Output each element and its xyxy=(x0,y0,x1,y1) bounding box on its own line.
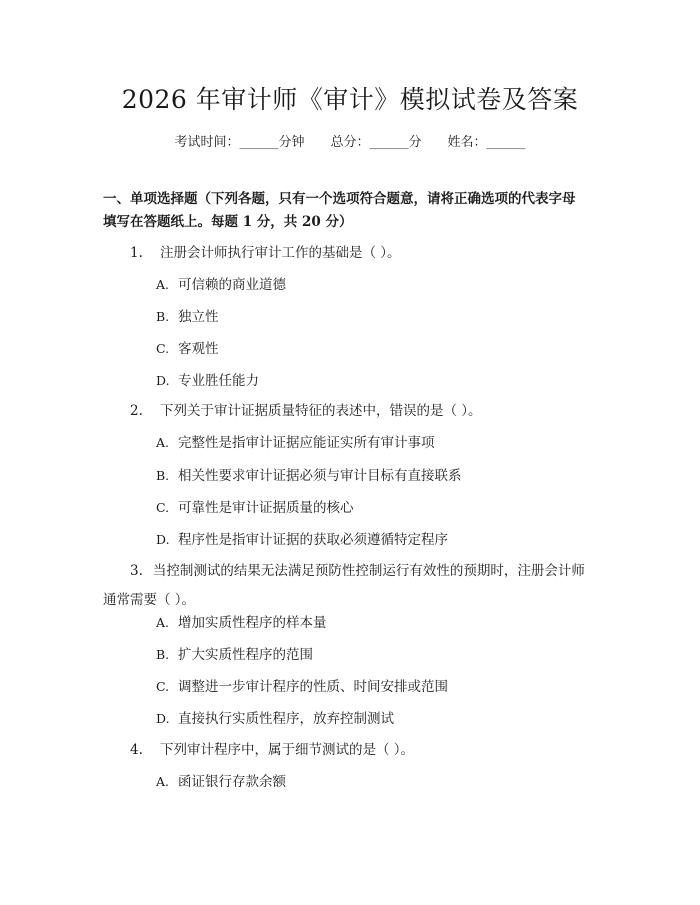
option-letter: B. xyxy=(156,647,170,662)
option-1-d xyxy=(156,371,596,391)
option-3-a xyxy=(156,613,596,633)
question-text: 下列审计程序中，属于细节测试的是（ ）。 xyxy=(160,742,415,758)
question-number: 2. xyxy=(130,403,143,419)
option-2-c xyxy=(156,498,596,518)
option-1-b xyxy=(156,307,596,327)
option-text: 可靠性是审计证据质量的核心 xyxy=(178,500,354,516)
option-3-d xyxy=(156,709,596,729)
option-letter: B. xyxy=(156,309,170,324)
section-heading-line1: 一、单项选择题（下列各题，只有一个选项符合题意，请将正确选项的代表字母 xyxy=(103,191,576,207)
option-3-b xyxy=(156,645,596,665)
option-text: 完整性是指审计证据应能证实所有审计事项 xyxy=(178,435,435,451)
question-text: 当控制测试的结果无法满足预防性控制运行有效性的预期时，注册会计师 xyxy=(152,563,585,579)
name-field: 姓名：______ xyxy=(447,135,526,150)
option-letter: C. xyxy=(156,679,170,694)
question-1 xyxy=(103,239,603,268)
option-text: 独立性 xyxy=(178,309,219,325)
option-text: 可信赖的商业道德 xyxy=(178,277,286,293)
option-letter: C. xyxy=(156,500,170,515)
option-2-a xyxy=(156,433,596,453)
question-2 xyxy=(103,397,603,426)
option-text: 调整进一步审计程序的性质、时间安排或范围 xyxy=(178,679,448,695)
question-3 xyxy=(103,557,603,615)
question-number: 1. xyxy=(130,245,143,261)
option-text: 客观性 xyxy=(178,341,219,357)
exam-meta-line xyxy=(0,131,700,150)
question-4 xyxy=(103,736,603,765)
option-letter: B. xyxy=(156,468,170,483)
option-text: 扩大实质性程序的范围 xyxy=(178,647,313,663)
option-letter: A. xyxy=(156,277,170,292)
exam-time-field: 考试时间：______分钟 xyxy=(174,135,305,150)
question-text: 注册会计师执行审计工作的基础是（ ）。 xyxy=(160,245,401,261)
document-title: 2026 年审计师《审计》模拟试卷及答案 xyxy=(121,85,579,114)
option-text: 程序性是指审计证据的获取必须遵循特定程序 xyxy=(178,532,448,548)
option-1-a xyxy=(156,275,596,295)
question-text: 下列关于审计证据质量特征的表述中，错误的是（ ）。 xyxy=(160,403,482,419)
option-text: 相关性要求审计证据必须与审计目标有直接联系 xyxy=(178,468,462,484)
option-letter: A. xyxy=(156,774,170,789)
option-2-d xyxy=(156,530,596,550)
option-letter: D. xyxy=(156,532,170,547)
option-text: 直接执行实质性程序，放弃控制测试 xyxy=(178,711,394,727)
section-heading xyxy=(103,188,603,234)
option-2-b xyxy=(156,466,596,486)
question-text-line2: 通常需要（ ）。 xyxy=(103,592,196,608)
option-1-c xyxy=(156,339,596,359)
option-3-c xyxy=(156,677,596,697)
option-letter: C. xyxy=(156,341,170,356)
option-letter: D. xyxy=(156,711,170,726)
question-number: 4. xyxy=(130,742,143,758)
option-letter: A. xyxy=(156,615,170,630)
option-4-a xyxy=(156,772,596,792)
section-heading-line2: 填写在答题纸上。每题 1 分，共 20 分） xyxy=(103,214,353,230)
option-letter: D. xyxy=(156,373,170,388)
total-score-field: 总分：______分 xyxy=(330,135,422,150)
question-number: 3. xyxy=(130,563,143,579)
option-letter: A. xyxy=(156,435,170,450)
option-text: 增加实质性程序的样本量 xyxy=(178,615,327,631)
option-text: 函证银行存款余额 xyxy=(178,774,286,790)
option-text: 专业胜任能力 xyxy=(178,373,259,389)
question-text-line1 xyxy=(103,557,603,586)
